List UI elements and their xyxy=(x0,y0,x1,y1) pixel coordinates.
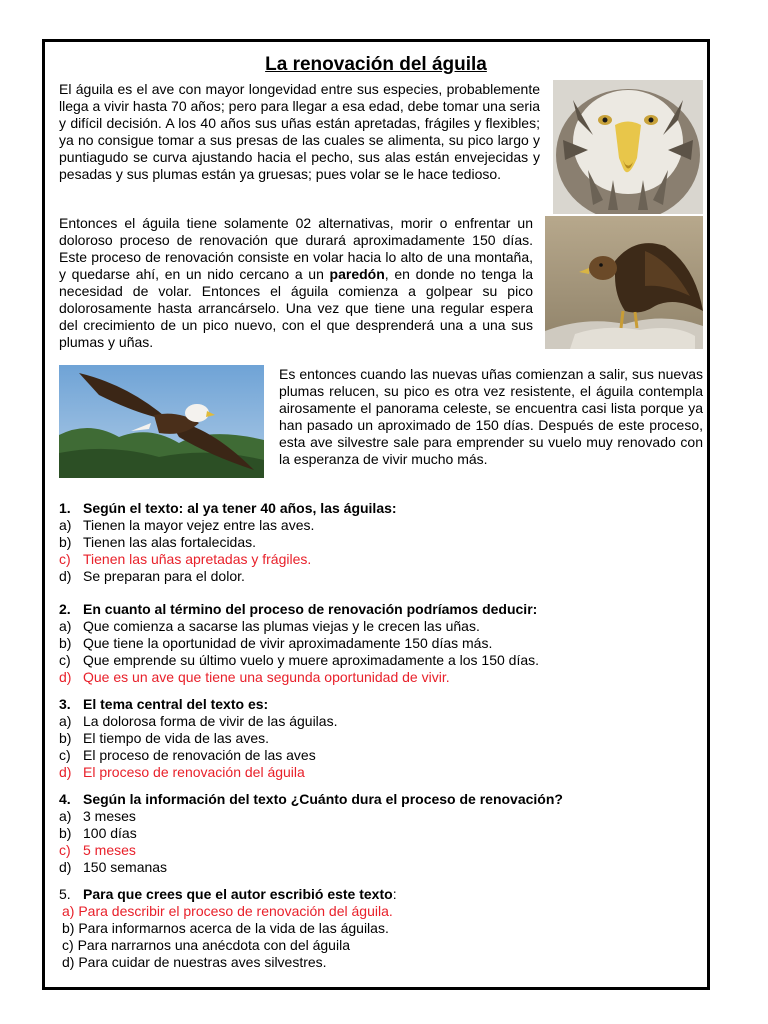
option-4a: a) 3 meses xyxy=(59,808,136,824)
question-2 xyxy=(59,601,539,686)
eagle-on-rock-photo xyxy=(545,216,703,349)
question-1 xyxy=(59,500,397,585)
question-number: 3. xyxy=(59,696,71,712)
option-5b: b) Para informarnos acerca de la vida de las águilas. xyxy=(62,920,389,936)
question-number: 5. xyxy=(59,886,71,902)
eagle-in-flight-photo xyxy=(59,365,264,478)
question-1-text xyxy=(59,500,397,517)
question-2-text xyxy=(59,601,539,618)
paragraph-2 xyxy=(59,215,533,351)
option-4b: b) 100 días xyxy=(59,825,137,841)
paragraph-3: Es entonces cuando las nuevas uñas comienzan a salir, sus nuevas plumas relucen, su pico es otra vez resistente, el águila contempla airosamente el panorama celeste, se encuentra casi lista porque ya han pasado un aproximado de 150 días. Después de este proceso, esta ave silvestre sale para emprender su vuelo muy renovado con la esperanza de vivir mucho más. xyxy=(279,366,703,467)
page-title: La renovación del águila xyxy=(265,54,487,75)
paragraph-2-bold: paredón xyxy=(329,266,385,282)
paragraph-2-part-b: , en donde no tenga la necesidad de volar. Entonces el águila comienza a golpear su pico dolorosamente hasta arrancárselo. Una vez que tiene una regular espera del crecimiento de un pico nuevo, con el que desprenderá una a una sus plumas y uñas. xyxy=(59,266,534,350)
question-suffix: : xyxy=(392,886,397,902)
option-1d: d) Se preparan para el dolor. xyxy=(59,568,245,584)
option-1c-highlighted: c) Tienen las uñas apretadas y frágiles. xyxy=(59,551,312,567)
option-1b: b) Tienen las alas fortalecidas. xyxy=(59,534,257,550)
option-1a: a) Tienen la mayor vejez entre las aves. xyxy=(59,517,315,533)
option-4d: d) 150 semanas xyxy=(59,859,168,875)
option-2b: b) Que tiene la oportunidad de vivir aproximadamente 150 días más. xyxy=(59,635,493,651)
page-border xyxy=(42,39,710,990)
question-3-text xyxy=(59,696,337,713)
option-5c: c) Para narrarnos una anécdota con del águila xyxy=(62,937,350,953)
option-2d-highlighted: d) Que es un ave que tiene una segunda oportunidad de vivir. xyxy=(59,669,450,685)
option-3d-highlighted: d) El proceso de renovación del águila xyxy=(59,764,305,780)
option-5a-highlighted: a) Para describir el proceso de renovación del águila. xyxy=(62,903,393,919)
question-number: 1. xyxy=(59,500,71,516)
question-label: Según la información del texto ¿Cuánto dura el proceso de renovación? xyxy=(83,791,563,807)
paragraph-1: El águila es el ave con mayor longevidad entre sus especies, probablemente llega a vivir hasta 70 años; pero para llegar a esa edad, debe tomar una seria y difícil decisión. A los 40 años sus uñas están apretadas, frágiles y flexibles; ya no consigue tomar a sus presas de las cuales se alimenta, su pico largo y puntiagudo se curva ajustando hacia el pecho, sus alas están envejecidas y pesadas y sus plumas están ya gruesas; pues volar se le hace tedioso. xyxy=(59,81,540,182)
question-4 xyxy=(59,791,563,876)
option-2c: c) Que emprende su último vuelo y muere aproximadamente a los 150 días. xyxy=(59,652,540,668)
question-label: Para que crees que el autor escribió este texto xyxy=(83,886,393,902)
question-number: 2. xyxy=(59,601,71,617)
eagle-head-photo xyxy=(553,80,703,214)
option-3b: b) El tiempo de vida de las aves. xyxy=(59,730,269,746)
option-4c-highlighted: c) 5 meses xyxy=(59,842,136,858)
question-label: Según el texto: al ya tener 40 años, las águilas: xyxy=(83,500,397,516)
option-3c: c) El proceso de renovación de las aves xyxy=(59,747,316,763)
question-number: 4. xyxy=(59,791,71,807)
option-3a: a) La dolorosa forma de vivir de las águilas. xyxy=(59,713,338,729)
option-5d: d) Para cuidar de nuestras aves silvestres. xyxy=(62,954,327,970)
question-label: El tema central del texto es: xyxy=(83,696,269,712)
question-label: En cuanto al término del proceso de renovación podríamos deducir: xyxy=(83,601,538,617)
question-5 xyxy=(59,886,397,971)
question-4-text xyxy=(59,791,563,808)
option-2a: a) Que comienza a sacarse las plumas viejas y le crecen las uñas. xyxy=(59,618,480,634)
question-5-text xyxy=(59,886,397,903)
question-3 xyxy=(59,696,337,781)
paragraph-2-part-a: Entonces el águila tiene solamente 02 alternativas, morir o enfrentar un doloroso proceso de renovación que durará aproximadamente 150 días. Este proceso de renovación consiste en volar hacia lo alto de una montaña, y quedarse ahí, en un nido cercano a un xyxy=(59,215,533,282)
